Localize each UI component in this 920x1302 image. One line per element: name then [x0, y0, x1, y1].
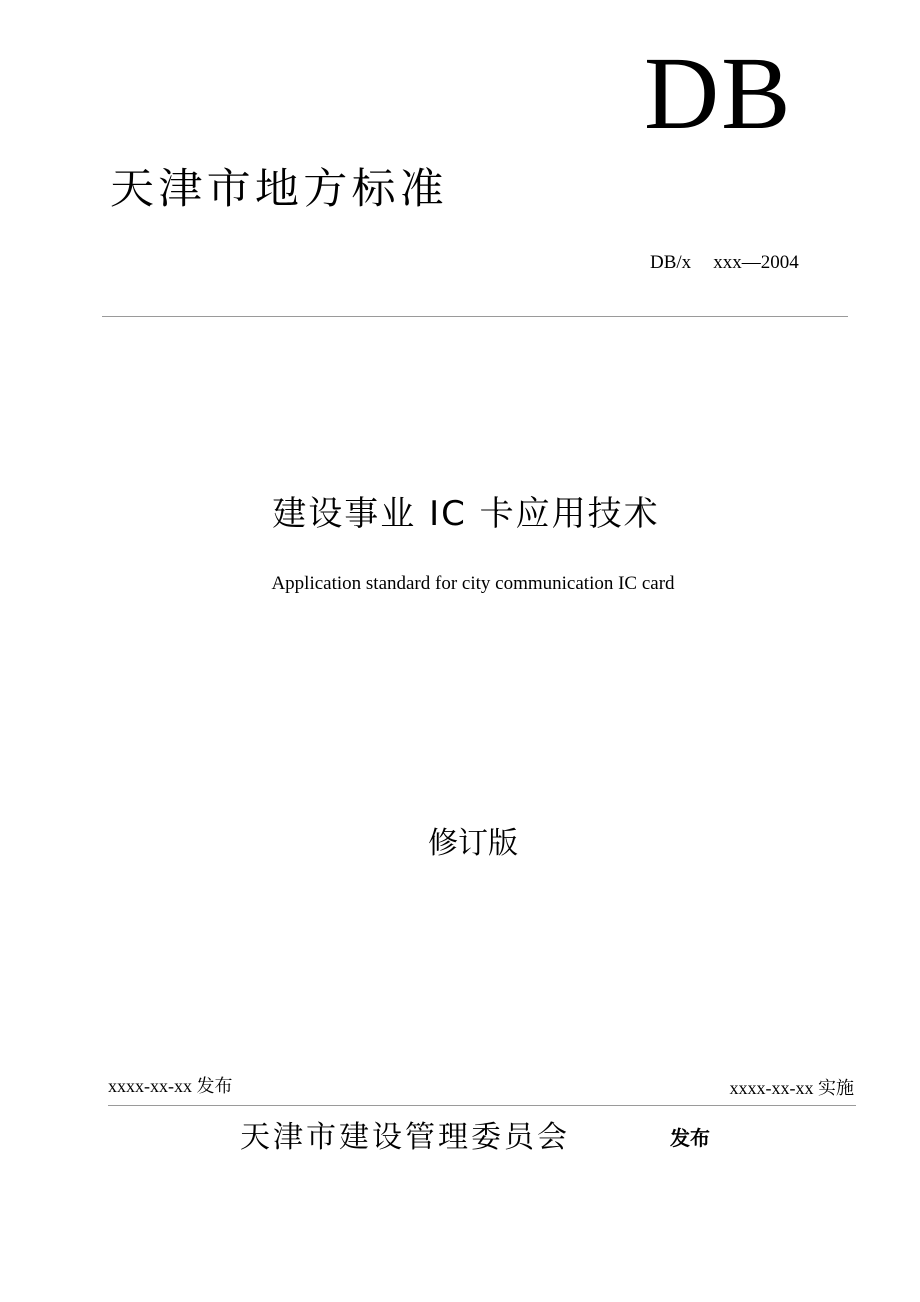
- document-english-title: Application standard for city communication IC card: [271, 573, 675, 594]
- issuing-action-label: 发布: [670, 1126, 710, 1150]
- effective-label: 实施: [818, 1078, 854, 1099]
- document-title: 建设事业 IC 卡应用技术: [272, 494, 660, 534]
- header-divider: [102, 316, 848, 317]
- standard-number-prefix: DB/x: [650, 252, 692, 273]
- publish-date-line: [108, 1076, 233, 1098]
- publish-label: 发布: [196, 1076, 233, 1097]
- issuing-authority: 天津市建设管理委员会: [240, 1120, 570, 1155]
- effective-date-line: [730, 1078, 855, 1100]
- standard-number-code: xxx—2004: [713, 252, 799, 273]
- publish-date: xxxx-xx-xx: [108, 1076, 192, 1096]
- effective-date: xxxx-xx-xx: [729, 1078, 814, 1098]
- standard-type-heading: 天津市地方标准: [110, 164, 449, 213]
- standard-number: [650, 252, 799, 275]
- edition-label: 修订版: [428, 826, 518, 861]
- footer-divider: [108, 1105, 856, 1106]
- standard-category-mark: DB: [644, 36, 793, 151]
